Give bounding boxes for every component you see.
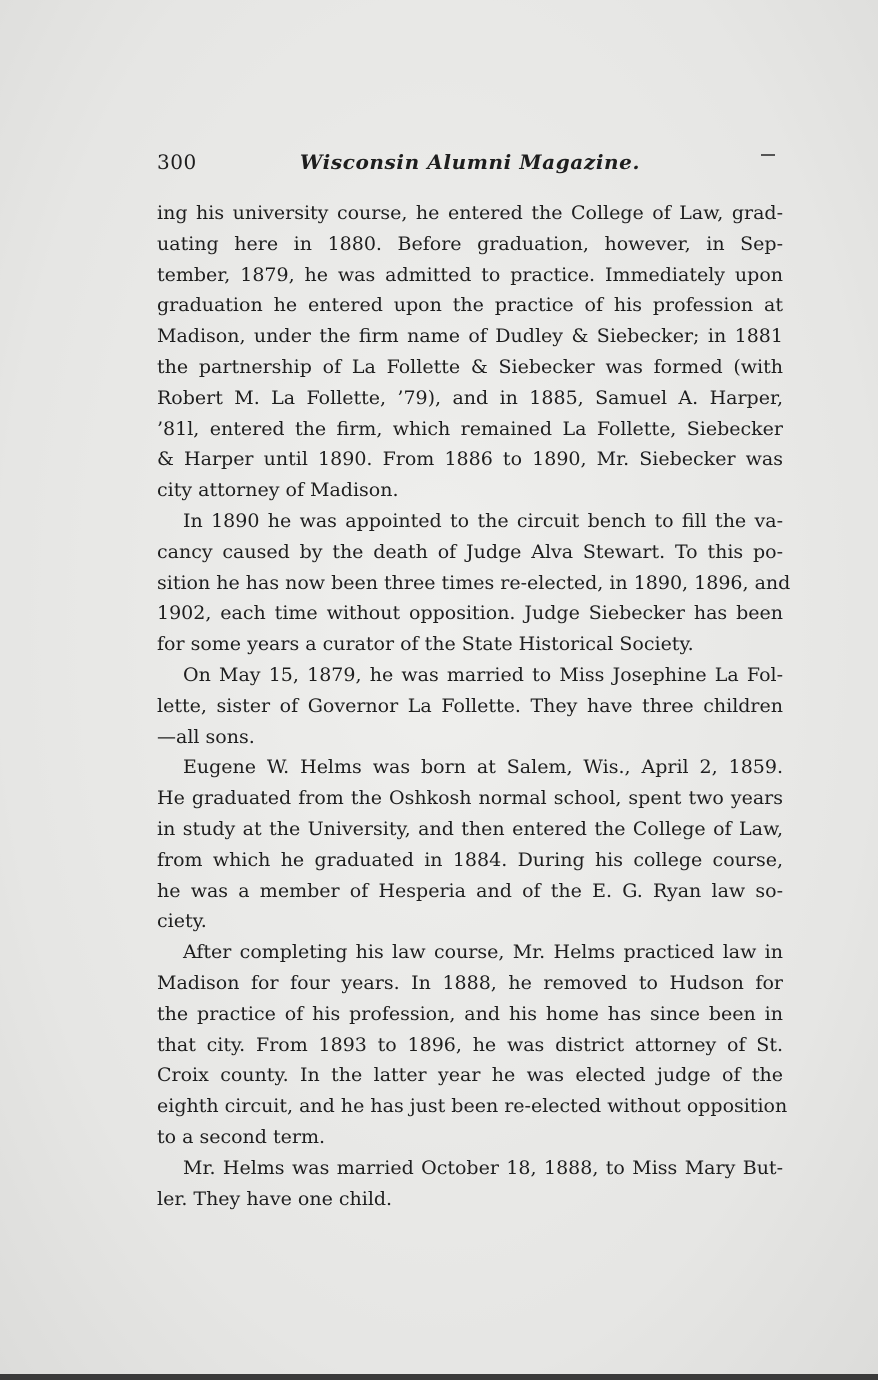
text-line: lette, sister of Governor La Follette. They have three children	[157, 694, 783, 717]
text-line: He graduated from the Oshkosh normal school, spent two years	[157, 787, 783, 810]
paragraph-siebecker-career	[157, 198, 783, 506]
text-line: from which he graduated in 1884. During his college course,	[157, 848, 783, 871]
text-line: the partnership of La Follette & Siebecker was formed (with	[157, 355, 783, 378]
text-line: Madison for four years. In 1888, he removed to Hudson for	[157, 971, 783, 994]
text-line: On May 15, 1879, he was married to Miss Josephine La Fol-	[183, 663, 783, 686]
text-line: 1902, each time without opposition. Judge Siebecker has been	[157, 602, 783, 625]
text-line: Eugene W. Helms was born at Salem, Wis., April 2, 1859.	[183, 756, 783, 779]
text-line: After completing his law course, Mr. Helms practiced law in	[183, 941, 783, 964]
text-line: Robert M. La Follette, ’79), and in 1885, Samuel A. Harper,	[157, 386, 783, 409]
text-line: Mr. Helms was married October 18, 1888, to Miss Mary But-	[183, 1156, 783, 1179]
text-line: Madison, under the firm name of Dudley & Siebecker; in 1881	[157, 325, 783, 348]
text-line: for some years a curator of the State Historical Society.	[157, 633, 694, 656]
paragraph-siebecker-marriage	[157, 660, 783, 752]
page-header	[157, 150, 783, 182]
page-bottom-edge	[0, 1374, 878, 1380]
text-line: uating here in 1880. Before graduation, however, in Sep-	[157, 232, 783, 255]
text-line: ciety.	[157, 910, 207, 933]
text-line: & Harper until 1890. From 1886 to 1890, Mr. Siebecker was	[157, 448, 783, 471]
text-line: eighth circuit, and he has just been re-elected without opposition	[157, 1095, 788, 1118]
text-line: tember, 1879, he was admitted to practice. Immediately upon	[157, 263, 783, 286]
text-line: city attorney of Madison.	[157, 479, 399, 502]
running-title: Wisconsin Alumni Magazine.	[299, 150, 641, 174]
page-number: 300	[157, 150, 197, 174]
text-line: to a second term.	[157, 1125, 326, 1148]
text-line: ler. They have one child.	[157, 1187, 393, 1210]
paragraph-helms-education	[157, 752, 783, 937]
text-line: cancy caused by the death of Judge Alva Stewart. To this po-	[157, 540, 783, 563]
text-line: he was a member of Hesperia and of the E. G. Ryan law so-	[157, 879, 783, 902]
text-line: ing his university course, he entered the College of Law, grad-	[157, 202, 783, 224]
paragraph-helms-marriage	[157, 1153, 783, 1215]
text-line: —all sons.	[157, 725, 255, 748]
text-line: sition he has now been three times re-elected, in 1890, 1896, and	[157, 571, 791, 594]
text-line: Croix county. In the latter year he was elected judge of the	[157, 1064, 783, 1087]
text-line: in study at the University, and then entered the College of Law,	[157, 817, 783, 840]
paragraph-helms-career	[157, 937, 788, 1153]
text-line: that city. From 1893 to 1896, he was district attorney of St.	[157, 1033, 783, 1056]
paragraph-circuit-bench	[157, 506, 791, 660]
text-line: the practice of his profession, and his home has since been in	[157, 1002, 783, 1025]
text-line: In 1890 he was appointed to the circuit bench to fill the va-	[183, 509, 783, 532]
text-line: ’81l, entered the firm, which remained La Follette, Siebecker	[157, 417, 783, 440]
header-mark	[761, 154, 775, 156]
page-body	[157, 198, 791, 1214]
text-line: graduation he entered upon the practice of his profession at	[157, 294, 783, 317]
